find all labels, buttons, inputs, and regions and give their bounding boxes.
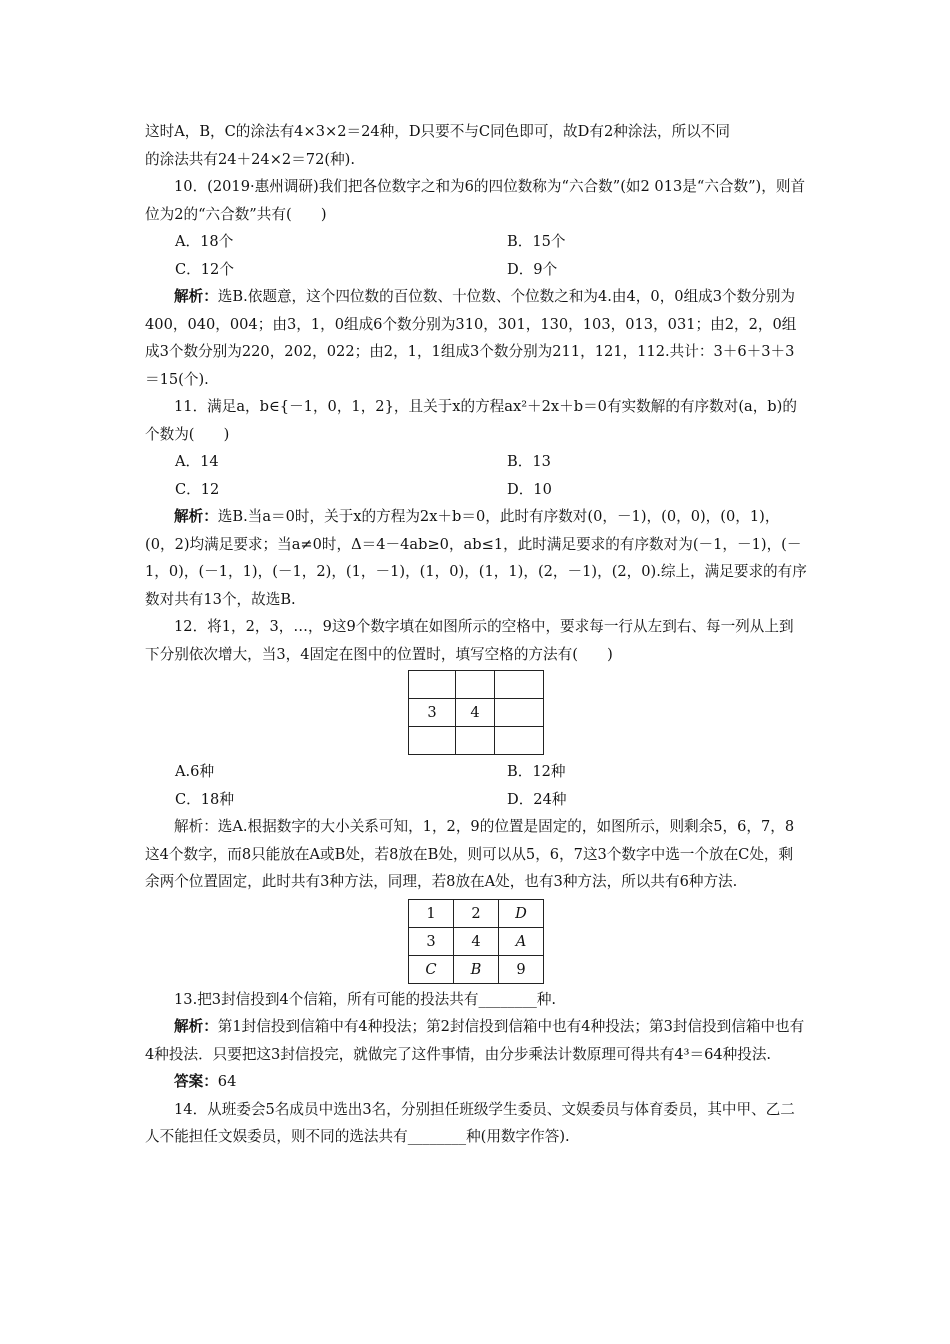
grid-cell: 4 — [454, 927, 499, 955]
q10-analysis — [145, 283, 807, 393]
q13-analysis-label: 解析： — [174, 1018, 218, 1035]
grid-cell — [495, 671, 544, 699]
q11-option-d: D．10 — [507, 480, 552, 498]
intro-line-1: 这时A，B，C的涂法有4×3×2＝24种，D只要不与C同色即可，故D有2种涂法，所以不同 — [145, 123, 730, 140]
q10-options-row-1 — [145, 228, 807, 256]
grid-row — [409, 699, 544, 727]
q10-options-row-2 — [145, 256, 807, 284]
q13-answer-value: 64 — [217, 1073, 237, 1090]
q12-options-row-2 — [145, 786, 807, 814]
q12-stem: 12．将1，2，3，…，9这9个数字填在如图所示的空格中，要求每一行从左到右、每一列从上到下分别依次增大，当3，4固定在图中的位置时，填写空格的方法有( ) — [145, 618, 794, 663]
grid-cell: 2 — [454, 899, 499, 927]
q10-option-a: A．18个 — [175, 233, 234, 250]
grid-row — [409, 727, 544, 755]
q13-answer — [145, 1068, 807, 1096]
q10-option-c: C．12个 — [175, 260, 234, 278]
document-page — [145, 118, 807, 1151]
q10-option-b: B．15个 — [507, 233, 566, 250]
q11-option-b: B．13 — [507, 453, 551, 470]
grid-cell: 3 — [409, 927, 454, 955]
grid-cell: 9 — [499, 955, 544, 983]
grid-row — [409, 927, 544, 955]
q12-option-a: A.6种 — [175, 763, 215, 780]
grid-row — [409, 955, 544, 983]
q11-options-row-2 — [145, 476, 807, 504]
q12-analysis: 解析：选A.根据数字的大小关系可知，1，2，9的位置是固定的，如图所示，则剩余5，6，7，8这4个数字，而8只能放在A或B处，若8放在B处，则可以从5，6，7这3个数字中选一个放在C处，剩余两个位置固定，此时共有3种方法，同理，若8放在A处，也有3种方法，所以共有6种方法. — [145, 818, 795, 890]
q12-options-row-1 — [145, 758, 807, 786]
q11-option-a: A．14 — [175, 453, 219, 470]
grid-cell — [495, 727, 544, 755]
q12-option-c: C．18种 — [175, 790, 234, 808]
grid-cell: 4 — [456, 699, 495, 727]
intro-line-2: 的涂法共有24＋24×2＝72(种). — [145, 150, 355, 168]
q13-analysis — [145, 1013, 807, 1068]
q10-stem: 10．(2019·惠州调研)我们把各位数字之和为6的四位数称为“六合数”(如2 013是“六合数”)，则首位为2的“六合数”共有( ) — [145, 178, 806, 223]
q11-stem: 11．满足a，b∈{－1，0，1，2}，且关于x的方程ax²＋2x＋b＝0有实数解的有序数对(a，b)的个数为( ) — [145, 398, 797, 443]
q13-answer-label: 答案： — [174, 1073, 218, 1090]
q13-stem: 13.把3封信投到4个信箱，所有可能的投法共有________种. — [174, 990, 557, 1008]
q12-option-b: B．12种 — [507, 763, 566, 780]
q12-grid-solution — [408, 899, 544, 984]
q14-stem: 14．从班委会5名成员中选出3名，分别担任班级学生委员、文娱委员与体育委员，其中甲、乙二人不能担任文娱委员，则不同的选法共有________种(用数字作答). — [145, 1100, 795, 1145]
q12-option-d: D．24种 — [507, 790, 567, 808]
grid-row — [409, 671, 544, 699]
q10-analysis-text: 选B.依题意，这个四位数的百位数、十位数、个位数之和为4.由4，0，0组成3个数分别为400，040，004；由3，1，0组成6个数分别为310，301，130，103，013，031；由2，2，0组成3个数分别为220，202，022；由2，1，1组成3个数分别为211，121，112.共计：3＋6＋3＋3＝15(个). — [145, 288, 797, 388]
q12-grid-blank — [408, 670, 544, 755]
q10-option-d: D．9个 — [507, 260, 558, 278]
q11-analysis-text: 选B.当a＝0时，关于x的方程为2x＋b＝0，此时有序数对(0，－1)，(0，0)，(0，1)，(0，2)均满足要求；当a≠0时，Δ＝4－4ab≥0，ab≤1，此时满足要求的有序数对为(－1，－1)，(－1，0)，(－1，1)，(－1，2)，(1，－1)，(1，0)，(1，1)，(2，－1)，(2，0).综上，满足要求的有序数对共有13个，故选B. — [145, 508, 807, 608]
grid-cell: B — [454, 955, 499, 983]
grid-cell: D — [499, 899, 544, 927]
grid-cell — [495, 699, 544, 727]
grid-cell — [409, 727, 456, 755]
q11-options-row-1 — [145, 448, 807, 476]
q10-analysis-label: 解析： — [174, 288, 218, 305]
grid-cell: 3 — [409, 699, 456, 727]
grid-cell — [456, 671, 495, 699]
grid-cell — [456, 727, 495, 755]
q13-analysis-text: 第1封信投到信箱中有4种投法；第2封信投到信箱中也有4种投法；第3封信投到信箱中也有4种投法．只要把这3封信投完，就做完了这件事情，由分步乘法计数原理可得共有4³＝64种投法. — [145, 1018, 805, 1063]
q11-analysis-label: 解析： — [174, 508, 218, 525]
grid-row — [409, 899, 544, 927]
q11-option-c: C．12 — [175, 480, 220, 498]
q11-analysis — [145, 503, 807, 613]
grid-cell: 1 — [409, 899, 454, 927]
grid-cell: A — [499, 927, 544, 955]
grid-cell — [409, 671, 456, 699]
grid-cell: C — [409, 955, 454, 983]
